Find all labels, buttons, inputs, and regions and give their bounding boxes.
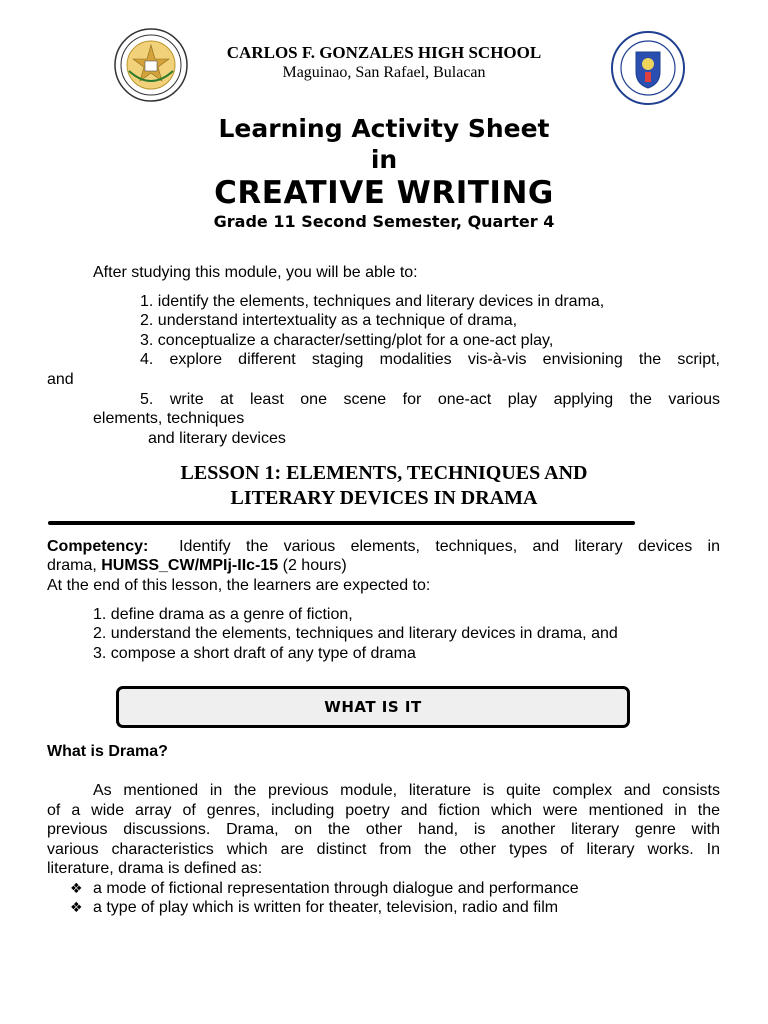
drama-definition-2: a type of play which is written for theater, television, radio and film — [93, 899, 559, 916]
drama-paragraph-line-1: As mentioned in the previous module, literature is quite complex and consists — [93, 782, 720, 799]
title-creative-writing: CREATIVE WRITING — [214, 175, 554, 211]
expectation-item-2: 2. understand the elements, techniques and literary devices in drama, and — [93, 625, 618, 642]
competency-line-1 — [47, 537, 720, 557]
diamond-bullet-icon: ❖ — [70, 900, 83, 916]
competency-line-2 — [47, 556, 347, 576]
objective-item-5-continuation-1: elements, techniques — [93, 410, 245, 427]
drama-paragraph-line-4: various characteristics which are distinct from the other types of literary works. In — [47, 841, 720, 858]
title-learning-activity-sheet: Learning Activity Sheet — [218, 114, 550, 143]
objective-item-4: 4. explore different staging modalities vis-à-vis envisioning the script, — [140, 351, 720, 368]
lesson-title-line-1: LESSON 1: ELEMENTS, TECHNIQUES AND — [180, 462, 588, 484]
drama-paragraph-line-2: of a wide array of genres, including poetry and fiction which were mentioned in the — [47, 802, 720, 819]
objective-item-5: 5. write at least one scene for one-act play applying the various — [140, 391, 720, 408]
drama-paragraph-line-3: previous discussions. Drama, on the other hand, is another literary genre with — [47, 821, 720, 838]
school-name: CARLOS F. GONZALES HIGH SCHOOL — [226, 43, 542, 62]
competency-code: HUMSS_CW/MPIj-IIc-15 — [101, 557, 279, 574]
objective-item-4-continuation: and — [47, 371, 74, 388]
expectation-item-3: 3. compose a short draft of any type of drama — [93, 645, 416, 662]
title-in: in — [370, 145, 398, 174]
expectation-item-1: 1. define drama as a genre of fiction, — [93, 606, 353, 623]
competency-hours: (2 hours) — [282, 557, 347, 574]
competency-label: Competency: — [47, 538, 149, 555]
objective-item-1: 1. identify the elements, techniques and literary devices in drama, — [140, 293, 605, 310]
drama-definition-1: a mode of fictional representation through dialogue and performance — [93, 880, 579, 897]
lesson-title-line-2: LITERARY DEVICES IN DRAMA — [230, 487, 538, 509]
diamond-bullet-icon: ❖ — [70, 881, 83, 897]
school-address: Maguinao, San Rafael, Bulacan — [282, 64, 486, 81]
objective-item-5-continuation-2: and literary devices — [148, 430, 286, 447]
deped-seal-logo — [610, 30, 686, 106]
title-grade-semester: Grade 11 Second Semester, Quarter 4 — [213, 212, 555, 231]
competency-text: Identify the various elements, techniques, and literary devices in — [179, 538, 721, 555]
competency-text-cont: drama, — [47, 557, 97, 574]
lesson-expectations-intro: At the end of this lesson, the learners are expected to: — [47, 577, 431, 594]
objectives-intro: After studying this module, you will be able to: — [93, 264, 418, 281]
drama-paragraph-line-5: literature, drama is defined as: — [47, 860, 263, 877]
what-is-it-section-box: WHAT IS IT — [116, 686, 630, 728]
lesson-divider — [48, 521, 635, 525]
objective-item-2: 2. understand intertextuality as a technique of drama, — [140, 312, 518, 329]
what-is-drama-heading: What is Drama? — [47, 743, 168, 760]
objective-item-3: 3. conceptualize a character/setting/plot for a one-act play, — [140, 332, 554, 349]
